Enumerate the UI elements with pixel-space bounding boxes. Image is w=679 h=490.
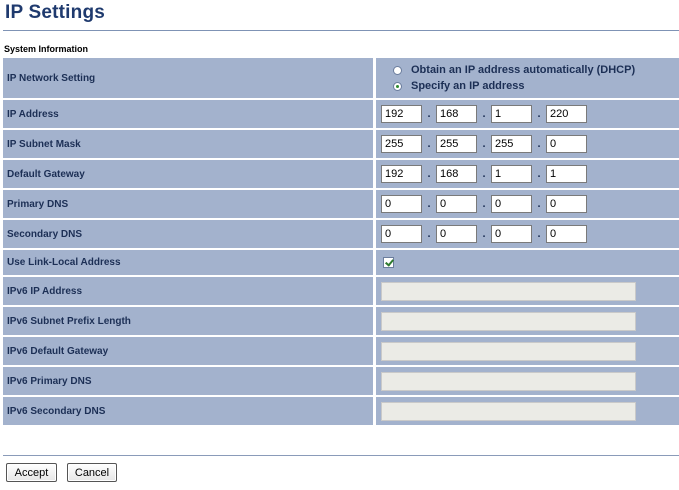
ipv6-primary-dns-label: IPv6 Primary DNS <box>3 367 376 395</box>
ip-address-label: IP Address <box>3 100 376 128</box>
octet-separator: . <box>537 168 541 180</box>
secondary-dns-octet-2[interactable] <box>436 225 477 243</box>
ipv6-secondary-dns-label: IPv6 Secondary DNS <box>3 397 376 425</box>
dhcp-radio[interactable] <box>393 66 402 75</box>
default-gateway-row <box>3 160 679 188</box>
ipv6-subnet-prefix-label: IPv6 Subnet Prefix Length <box>3 307 376 335</box>
ip-address-octet-3[interactable] <box>491 105 532 123</box>
octet-separator: . <box>537 198 541 210</box>
static-ip-radio[interactable] <box>393 82 402 91</box>
subnet-mask-octet-1[interactable] <box>381 135 422 153</box>
octet-separator: . <box>427 198 431 210</box>
ipv6-primary-dns-field <box>381 372 636 391</box>
primary-dns-octet-2[interactable] <box>436 195 477 213</box>
link-local-label: Use Link-Local Address <box>3 250 376 275</box>
octet-separator: . <box>537 138 541 150</box>
ipv6-secondary-dns-field <box>381 402 636 421</box>
link-local-row <box>3 250 679 275</box>
octet-separator: . <box>482 138 486 150</box>
ipv6-subnet-prefix-field <box>381 312 636 331</box>
ipv6-default-gateway-row <box>3 337 679 365</box>
default-gateway-label: Default Gateway <box>3 160 376 188</box>
default-gateway-octet-1[interactable] <box>381 165 422 183</box>
ipv6-secondary-dns-row <box>3 397 679 425</box>
default-gateway-octet-3[interactable] <box>491 165 532 183</box>
subnet-mask-row <box>3 130 679 158</box>
octet-separator: . <box>427 138 431 150</box>
page-title: IP Settings <box>5 2 106 23</box>
octet-separator: . <box>427 168 431 180</box>
section-title: System Information <box>4 44 89 54</box>
ipv6-default-gateway-field <box>381 342 636 361</box>
secondary-dns-row <box>3 220 679 248</box>
primary-dns-octets <box>381 195 679 213</box>
octet-separator: . <box>427 108 431 120</box>
ip-address-octet-1[interactable] <box>381 105 422 123</box>
footer-divider <box>3 455 679 456</box>
octet-separator: . <box>427 228 431 240</box>
ipv6-ip-address-field <box>381 282 636 301</box>
ipv6-ip-address-row <box>3 277 679 305</box>
primary-dns-label: Primary DNS <box>3 190 376 218</box>
ip-network-setting-label: IP Network Setting <box>3 58 376 98</box>
ip-network-setting-options <box>376 58 679 98</box>
ip-address-octet-4[interactable] <box>546 105 587 123</box>
default-gateway-octet-4[interactable] <box>546 165 587 183</box>
ip-address-octets <box>381 105 679 123</box>
octet-separator: . <box>482 198 486 210</box>
title-divider <box>3 30 679 31</box>
accept-button[interactable]: Accept <box>6 463 57 482</box>
static-ip-option[interactable] <box>381 78 679 94</box>
secondary-dns-octet-3[interactable] <box>491 225 532 243</box>
secondary-dns-label: Secondary DNS <box>3 220 376 248</box>
cancel-button[interactable]: Cancel <box>67 463 117 482</box>
octet-separator: . <box>537 228 541 240</box>
ipv6-default-gateway-label: IPv6 Default Gateway <box>3 337 376 365</box>
octet-separator: . <box>482 168 486 180</box>
ip-address-row <box>3 100 679 128</box>
octet-separator: . <box>482 108 486 120</box>
primary-dns-octet-3[interactable] <box>491 195 532 213</box>
default-gateway-octets <box>381 165 679 183</box>
link-local-checkbox[interactable] <box>383 257 394 268</box>
primary-dns-octet-4[interactable] <box>546 195 587 213</box>
primary-dns-octet-1[interactable] <box>381 195 422 213</box>
ip-network-setting-row <box>3 58 679 98</box>
octet-separator: . <box>537 108 541 120</box>
default-gateway-octet-2[interactable] <box>436 165 477 183</box>
subnet-mask-octet-4[interactable] <box>546 135 587 153</box>
subnet-mask-octet-2[interactable] <box>436 135 477 153</box>
secondary-dns-octets <box>381 225 679 243</box>
primary-dns-row <box>3 190 679 218</box>
ipv6-ip-address-label: IPv6 IP Address <box>3 277 376 305</box>
subnet-mask-octets <box>381 135 679 153</box>
secondary-dns-octet-1[interactable] <box>381 225 422 243</box>
subnet-mask-octet-3[interactable] <box>491 135 532 153</box>
dhcp-option[interactable] <box>381 62 679 78</box>
ip-address-octet-2[interactable] <box>436 105 477 123</box>
subnet-mask-label: IP Subnet Mask <box>3 130 376 158</box>
ip-settings-table <box>3 56 679 427</box>
ipv6-primary-dns-row <box>3 367 679 395</box>
octet-separator: . <box>482 228 486 240</box>
ipv6-subnet-prefix-row <box>3 307 679 335</box>
static-ip-option-label: Specify an IP address <box>411 80 525 92</box>
secondary-dns-octet-4[interactable] <box>546 225 587 243</box>
dhcp-option-label: Obtain an IP address automatically (DHCP) <box>411 64 636 76</box>
